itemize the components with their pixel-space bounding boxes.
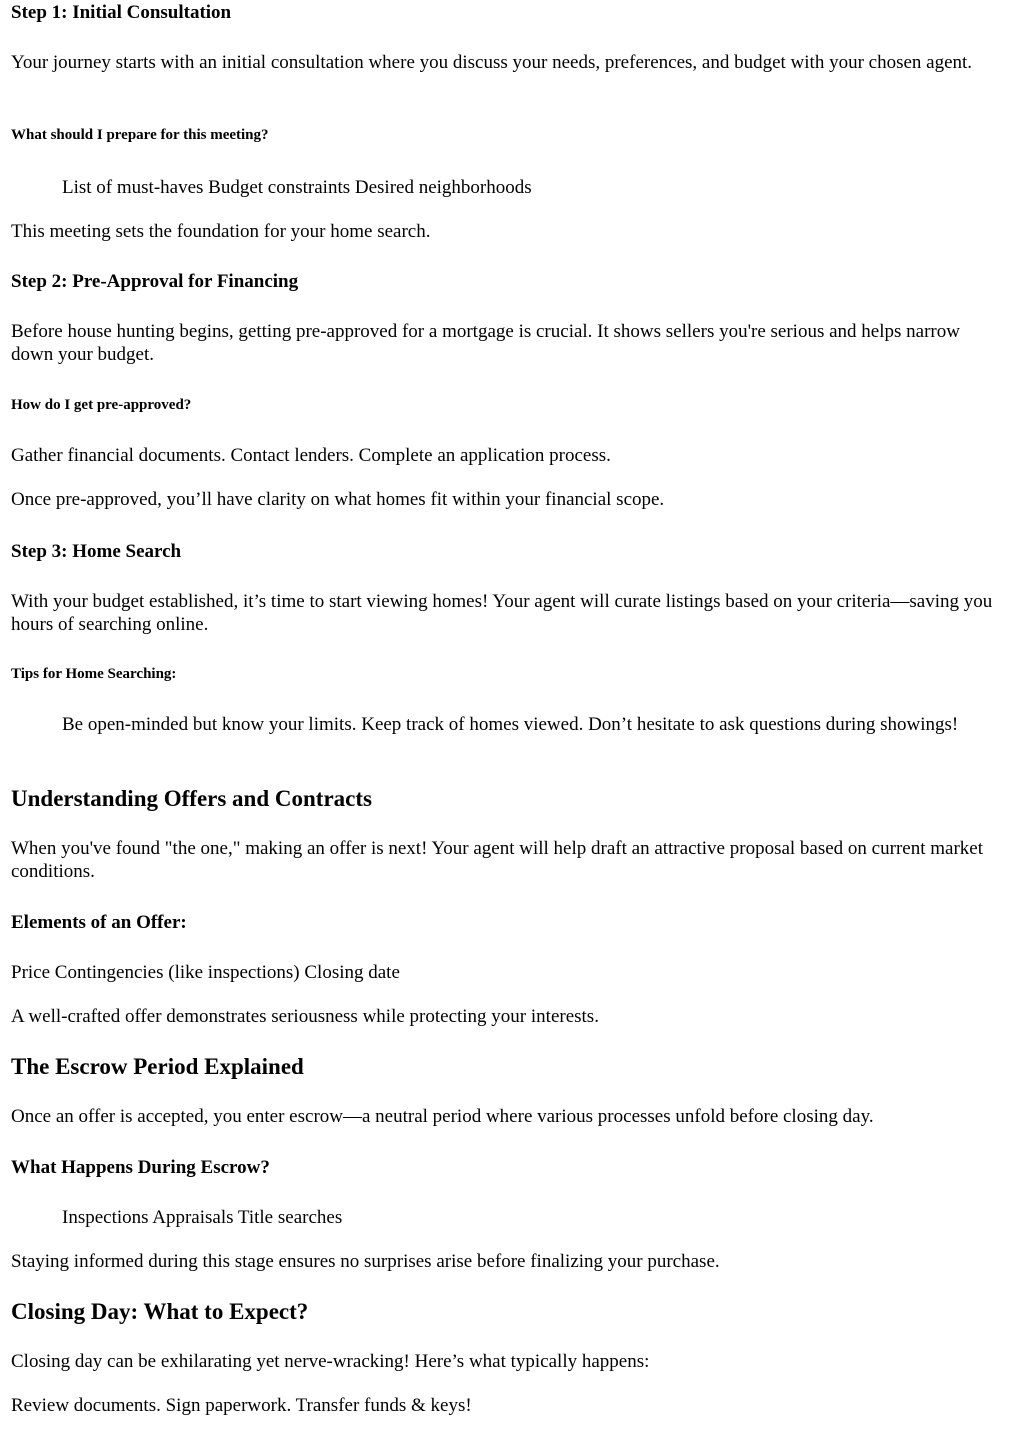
step2-question: How do I get pre-approved? xyxy=(11,397,192,413)
escrow-closing: Staying informed during this stage ensures no surprises arise before finalizing your purchase. xyxy=(11,1251,720,1272)
step1-closing: This meeting sets the foundation for your home search. xyxy=(11,221,431,242)
closing-day-heading: Closing Day: What to Expect? xyxy=(11,1299,309,1324)
step3-intro: With your budget established, it’s time to start viewing homes! Your agent will curate listings based on your criteria—saving you hours of searching online. xyxy=(11,591,993,635)
step2-intro: Before house hunting begins, getting pre-approved for a mortgage is crucial. It shows sellers you're serious and helps narrow down your budget. xyxy=(11,321,960,365)
step3-heading: Step 3: Home Search xyxy=(11,541,182,562)
offers-list: Price Contingencies (like inspections) Closing date xyxy=(11,962,400,983)
step3-list: Be open-minded but know your limits. Keep track of homes viewed. Don’t hesitate to ask questions during showings! xyxy=(62,714,959,735)
step1-heading: Step 1: Initial Consultation xyxy=(11,2,232,23)
step1-list: List of must-haves Budget constraints Desired neighborhoods xyxy=(62,177,532,198)
step3-question: Tips for Home Searching: xyxy=(11,666,177,682)
offers-subheading: Elements of an Offer: xyxy=(11,912,187,933)
escrow-subheading: What Happens During Escrow? xyxy=(11,1157,270,1178)
escrow-intro: Once an offer is accepted, you enter escrow—a neutral period where various processes unfold before closing day. xyxy=(11,1106,874,1127)
offers-heading: Understanding Offers and Contracts xyxy=(11,786,372,811)
step1-intro: Your journey starts with an initial consultation where you discuss your needs, preferences, and budget with your chosen agent. xyxy=(11,52,973,73)
step2-list: Gather financial documents. Contact lenders. Complete an application process. xyxy=(11,445,611,466)
step2-closing: Once pre-approved, you’ll have clarity on what homes fit within your financial scope. xyxy=(11,489,665,510)
closing-day-intro: Closing day can be exhilarating yet nerve-wracking! Here’s what typically happens: xyxy=(11,1351,650,1372)
escrow-list: Inspections Appraisals Title searches xyxy=(62,1207,343,1228)
closing-day-list: Review documents. Sign paperwork. Transfer funds & keys! xyxy=(11,1395,472,1416)
step1-question: What should I prepare for this meeting? xyxy=(11,127,269,143)
escrow-heading: The Escrow Period Explained xyxy=(11,1054,304,1079)
offers-intro: When you've found "the one," making an offer is next! Your agent will help draft an attractive proposal based on current market conditions. xyxy=(11,838,983,882)
step2-heading: Step 2: Pre-Approval for Financing xyxy=(11,271,299,292)
offers-closing: A well-crafted offer demonstrates seriousness while protecting your interests. xyxy=(11,1006,599,1027)
